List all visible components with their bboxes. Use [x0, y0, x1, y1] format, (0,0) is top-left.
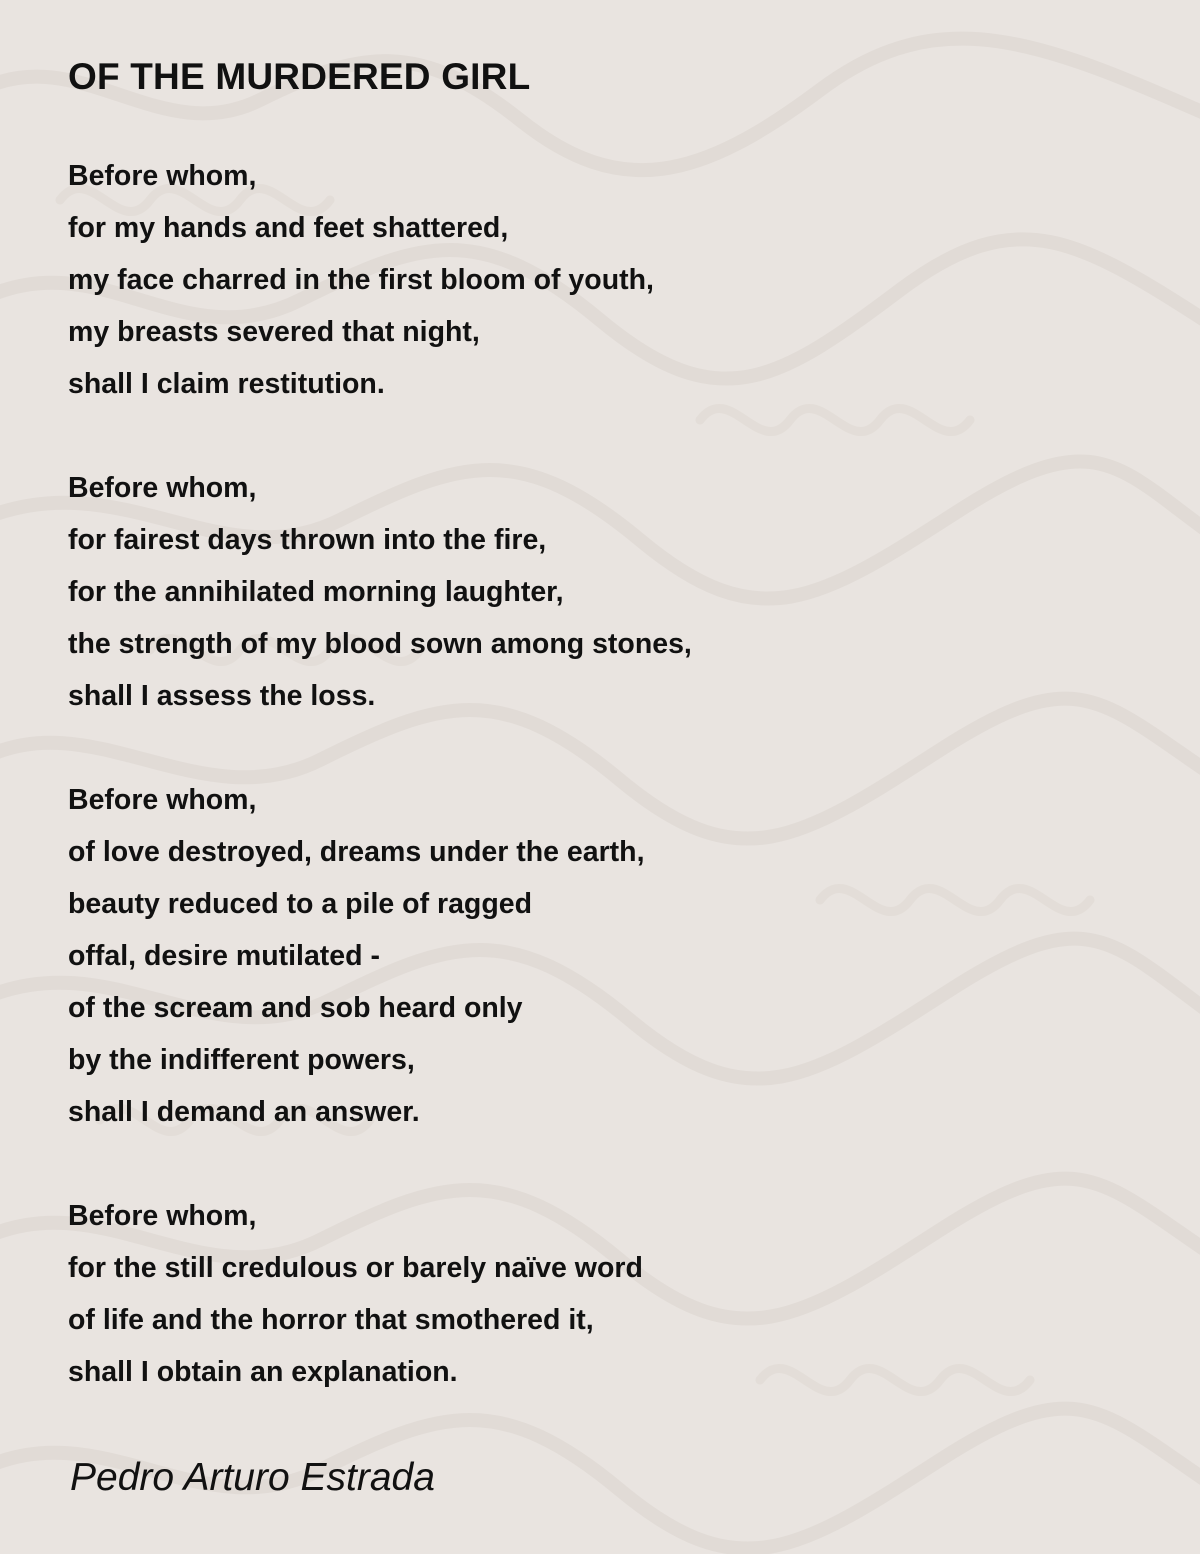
poem-body	[68, 150, 692, 1450]
poem-author: Pedro Arturo Estrada	[70, 1456, 435, 1499]
poem-line: for the still credulous or barely naïve word	[68, 1252, 643, 1284]
poem-line: Before whom,	[68, 1200, 257, 1232]
poem-line: of love destroyed, dreams under the earth,	[68, 836, 645, 868]
stanza-2	[68, 462, 692, 722]
poem-line: shall I assess the loss.	[68, 680, 376, 712]
poem-title: OF THE MURDERED GIRL	[68, 56, 531, 97]
poem-line: of life and the horror that smothered it,	[68, 1304, 594, 1336]
stanza-4	[68, 1190, 692, 1398]
poem-line: for my hands and feet shattered,	[68, 212, 509, 244]
poem-line: Before whom,	[68, 160, 257, 192]
stanza-1	[68, 150, 692, 410]
poem-line: for fairest days thrown into the fire,	[68, 524, 547, 556]
stanza-3	[68, 774, 692, 1138]
poem-line: shall I demand an answer.	[68, 1096, 420, 1128]
poem-line: my face charred in the first bloom of youth,	[68, 264, 654, 296]
poem-line: for the annihilated morning laughter,	[68, 576, 564, 608]
poem-line: shall I claim restitution.	[68, 368, 385, 400]
poem-line: Before whom,	[68, 784, 257, 816]
poem-line: beauty reduced to a pile of ragged	[68, 888, 533, 920]
poem-line: shall I obtain an explanation.	[68, 1356, 458, 1388]
poem-line: my breasts severed that night,	[68, 316, 480, 348]
poem-line: the strength of my blood sown among stones,	[68, 628, 692, 660]
poem-line: offal, desire mutilated -	[68, 940, 380, 972]
poem-line: by the indifferent powers,	[68, 1044, 415, 1076]
poem-line: Before whom,	[68, 472, 257, 504]
poem-line: of the scream and sob heard only	[68, 992, 523, 1024]
